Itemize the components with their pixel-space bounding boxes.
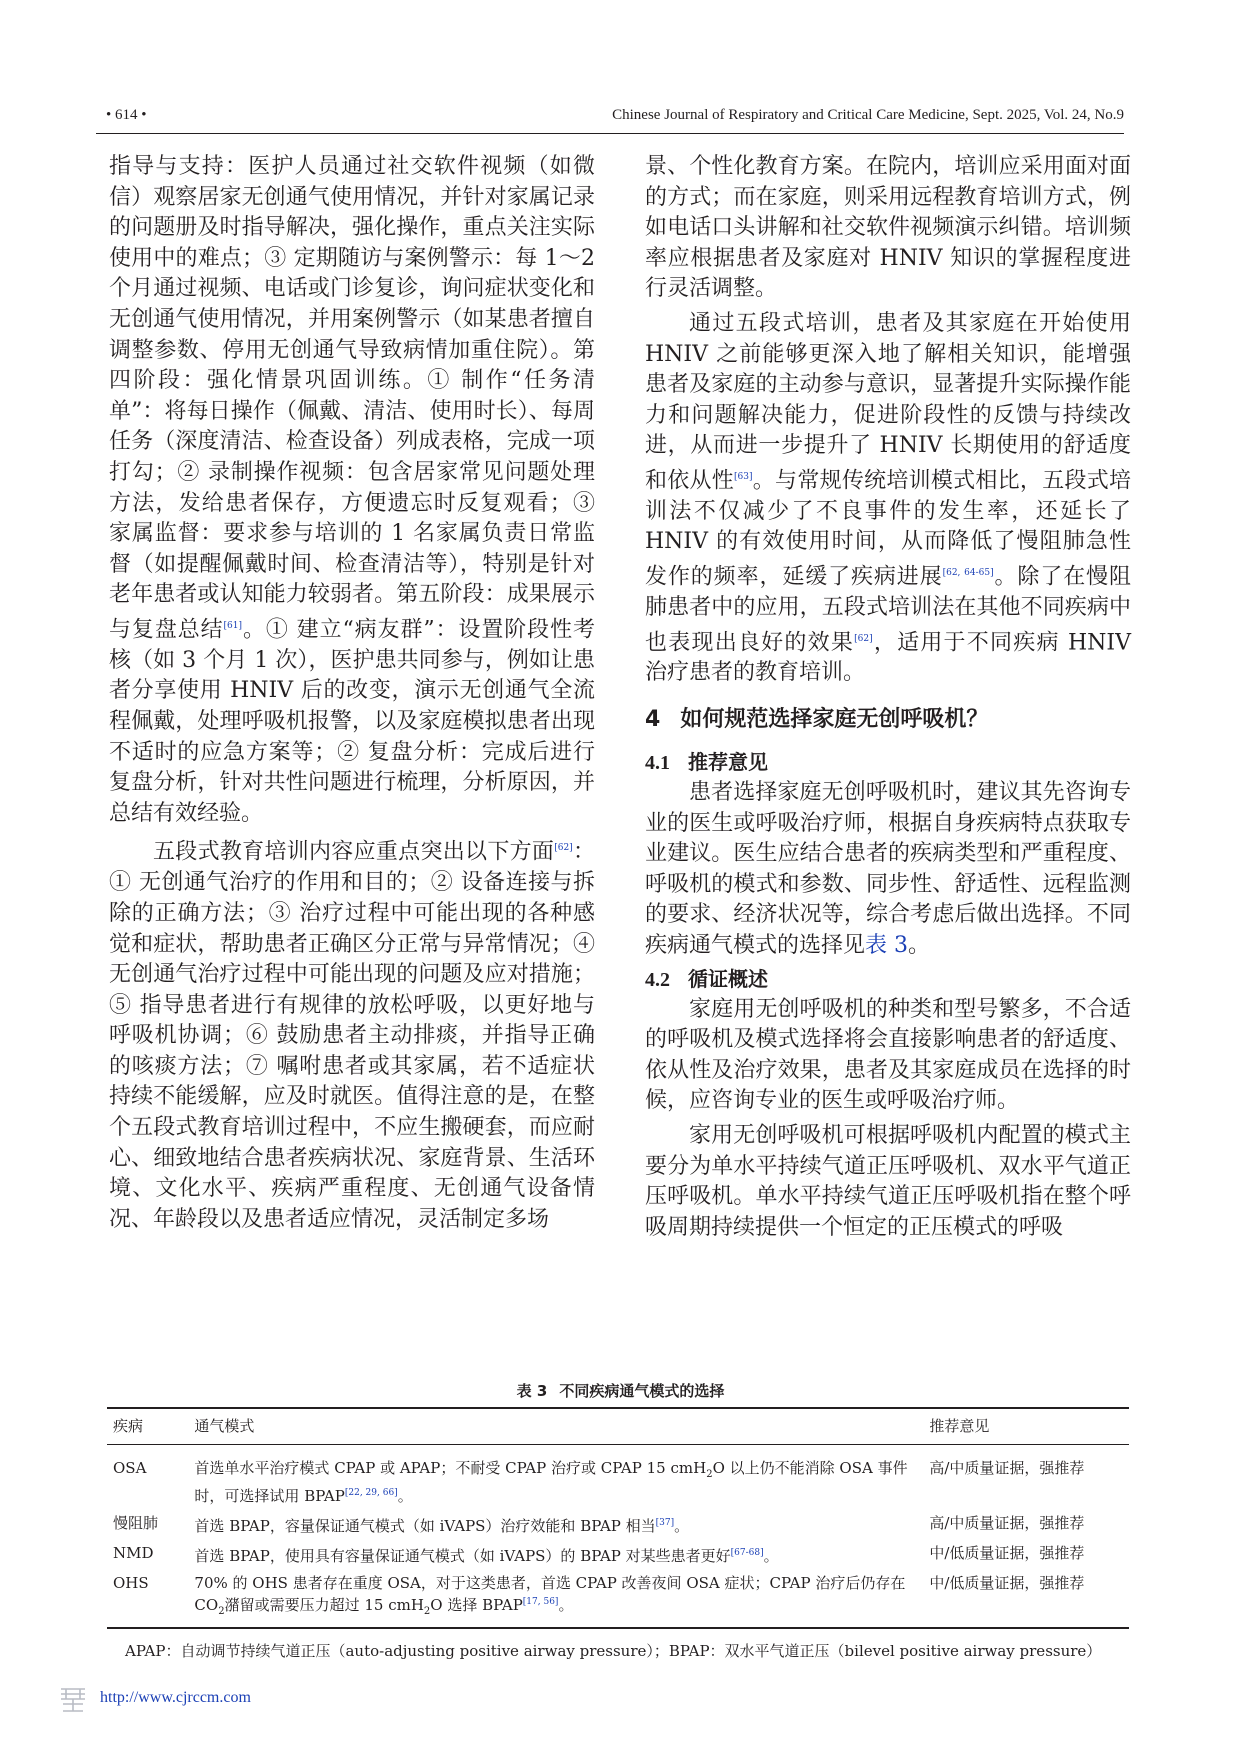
paragraph <box>645 309 1131 689</box>
cell-text: 70% 的 OHS 患者存在重度 OSA，对于这类患者，首选 CPAP 改善夜间 OSA 症状；CPAP 治疗后仍存在 CO <box>194 1574 906 1614</box>
subsection-heading <box>645 747 1131 778</box>
table-footnote: APAP：自动调节持续气道正压（auto-adjusting positive airway pressure）；BPAP：双水平气道正压（bilevel positive airway pressure） <box>125 1642 1102 1660</box>
running-header <box>96 103 1124 134</box>
mode-cell <box>188 1445 923 1511</box>
paragraph-text: ：① 无创通气治疗的作用和目的；② 设备连接与拆除的正确方法；③ 治疗过程中可能出现的各种感觉和症状，帮助患者正确区分正常与异常情况；④ 无创通气治疗过程中可能出现的问题及应对措施；⑤ 指导患者进行有规律的放松呼吸，以更好地与呼吸机协调；⑥ 鼓励患者主动排痰，并指导正确的咳痰方法；⑦ 嘱咐患者或其家属，若不适症状持续不能缓解，应及时就医。值得注意的是，在整个五段式教育培训过程中，不应生搬硬套，而应耐心、细致地结合患者疾病状况、家庭背景、生活环境、文化水平、疾病严重程度、无创通气设备情况、年龄段以及患者适应情况，灵活制定多场 <box>109 839 595 1232</box>
citation-link[interactable]: [62] <box>554 843 573 854</box>
paragraph-text: 。 <box>908 933 931 959</box>
paragraph <box>645 778 1131 962</box>
recommendation-cell: 中/低质量证据，强推荐 <box>929 1574 1085 1592</box>
column-header: 通气模式 <box>194 1417 255 1435</box>
mode-cell <box>188 1510 923 1540</box>
citation-link[interactable]: [62] <box>854 633 873 644</box>
cell-text: 。 <box>397 1487 413 1505</box>
citation-link[interactable]: [63] <box>734 471 753 482</box>
citation-link[interactable]: [62, 64-65] <box>942 568 994 579</box>
disease-cell: 慢阻肺 <box>113 1514 159 1532</box>
disease-cell: OHS <box>113 1574 149 1592</box>
table-row <box>107 1540 1129 1570</box>
ventilation-mode-table <box>107 1407 1129 1629</box>
mode-cell <box>188 1570 923 1628</box>
page-number: • 614 • <box>106 107 147 123</box>
paragraph-text: 。除了在慢阻肺患者中的应用，五段式培训法在其他不同疾病中也表现出良好的效果 <box>645 564 1131 655</box>
paragraph-text: 通过五段式培训，患者及其家庭在开始使用 HNIV 之前能够更深入地了解相关知识，能增强患者及家庭的主动参与意识，显著提升实际操作能力和问题解决能力，促进阶段性的反馈与持续改进，从而进一步提升了 HNIV 长期使用的舒适度和依从性 <box>645 310 1131 494</box>
paragraph-text: 指导与支持：医护人员通过社交软件视频（如微信）观察居家无创通气使用情况，并针对家属记录的问题册及时指导解决，强化操作，重点关注实际使用中的难点；③ 定期随访与案例警示：每 1～2 个月通过视频、电话或门诊复诊，询问症状变化和无创通气使用情况，并用案例警示（如某患者擅自调整参数、停用无创通气导致病情加重住院）。第四阶段：强化情景巩固训练。① 制作“任务清单”：将每日操作（佩戴、清洁、使用时长）、每周任务（深度清洁、检查设备）列成表格，完成一项打勾；② 录制操作视频：包含居家常见问题处理方法，发给患者保存，方便遗忘时反复观看；③ 家属监督：要求参与培训的 1 名家属负责日常监督（如提醒佩戴时间、检查清洁等），特别是针对老年患者或认知能力较弱者。第五阶段：成果展示与复盘总结 <box>109 154 595 643</box>
section-number: 4 <box>645 707 661 733</box>
section-title: 如何规范选择家庭无创呼吸机？ <box>680 707 989 733</box>
paragraph-text: 。① 建立“病友群”：设置阶段性考核（如 3 个月 1 次），医护患共同参与，例如让患者分享使用 HNIV 后的改变，演示无创通气全流程佩戴，处理呼吸机报警，以及家庭模拟患者出现不适时的应急方案等；② 复盘分析：完成后进行复盘分析，针对共性问题进行梳理，分析原因，并总结有效经验。 <box>109 617 595 826</box>
subsection-title: 循证概述 <box>688 966 768 991</box>
paragraph: 家用无创呼吸机可根据呼吸机内配置的模式主要分为单水平持续气道正压呼吸机、双水平气道正压呼吸机。单水平持续气道正压呼吸机指在整个呼吸周期持续提供一个恒定的正压模式的呼吸 <box>645 1123 1131 1240</box>
cell-text: O 选择 BPAP <box>430 1596 523 1614</box>
mode-cell <box>188 1540 923 1570</box>
subscript: 2 <box>706 1469 713 1480</box>
cell-text: 首选单水平治疗模式 CPAP 或 APAP；不耐受 CPAP 治疗或 CPAP 15 cmH <box>194 1459 707 1477</box>
left-column <box>109 152 595 1235</box>
citation-link[interactable]: [61] <box>223 620 243 631</box>
cell-text: 。 <box>558 1596 574 1614</box>
right-column <box>645 152 1131 1243</box>
citation-link[interactable]: [37] <box>655 1518 675 1528</box>
journal-url-link[interactable]: http://www.cjrccm.com <box>100 1689 251 1706</box>
cell-text: O 以上仍不能消除 OSA 事件时，可选择试用 BPAP <box>194 1459 908 1505</box>
table-number: 表 3 <box>516 1382 548 1400</box>
disease-cell: OSA <box>113 1459 147 1477</box>
paragraph-text: ，适用于不同疾病 HNIV 治疗患者的教育培训。 <box>645 629 1131 686</box>
paragraph: 景、个性化教育方案。在院内，培训应采用面对面的方式；而在家庭，则采用远程教育培训方式，例如电话口头讲解和社交软件视频演示纠错。培训频率应根据患者及家庭对 HNIV 知识的掌握程度进行灵活调整。 <box>645 154 1131 302</box>
journal-logo-icon <box>58 1685 88 1713</box>
subsection-title: 推荐意见 <box>688 750 768 775</box>
table-caption <box>0 1380 1241 1401</box>
paragraph: 家庭用无创呼吸机的种类和型号繁多，不合适的呼吸机及模式选择将会直接影响患者的舒适度、依从性及治疗效果，患者及其家庭成员在选择的时候，应咨询专业的医生或呼吸治疗师。 <box>645 996 1131 1114</box>
column-header: 疾病 <box>113 1417 144 1435</box>
paragraph-text: 。与常规传统培训模式相比，五段式培训法不仅减少了不良事件的发生率，还延长了 HNIV 的有效使用时间，从而降低了慢阻肺急性发作的频率，延缓了疾病进展 <box>645 468 1131 590</box>
recommendation-cell: 高/中质量证据，强推荐 <box>929 1514 1085 1532</box>
section-heading <box>645 705 1131 735</box>
cell-text: 。 <box>674 1517 690 1535</box>
subsection-heading <box>645 964 1131 995</box>
subscript: 2 <box>423 1606 431 1617</box>
paragraph-text: 患者选择家庭无创呼吸机时，建议其先咨询专业的医生或呼吸治疗师，根据自身疾病特点获取专业建议。医生应结合患者的疾病类型和严重程度、呼吸机的模式和参数、同步性、舒适性、远程监测的要求、经济状况等，综合考虑后做出选择。不同疾病通气模式的选择见 <box>645 780 1131 959</box>
table-header-row <box>107 1408 1129 1445</box>
table-link[interactable]: 表 3 <box>865 933 909 959</box>
subsection-number: 4.2 <box>645 968 670 991</box>
citation-link[interactable]: [67-68] <box>730 1548 764 1558</box>
table-row <box>107 1445 1129 1511</box>
subscript: 2 <box>218 1606 225 1617</box>
subsection-number: 4.1 <box>645 752 670 775</box>
citation-link[interactable]: [22, 29, 66] <box>344 1488 398 1498</box>
disease-cell: NMD <box>113 1544 154 1562</box>
cell-text: 首选 BPAP，使用具有容量保证通气模式（如 iVAPS）的 BPAP 对某些患者更好 <box>194 1547 731 1565</box>
table-title: 不同疾病通气模式的选择 <box>559 1382 725 1400</box>
cell-text: 首选 BPAP，容量保证通气模式（如 iVAPS）治疗效能和 BPAP 相当 <box>194 1517 656 1535</box>
paragraph <box>109 152 595 829</box>
paragraph <box>109 833 595 1235</box>
recommendation-cell: 高/中质量证据，强推荐 <box>929 1459 1085 1477</box>
journal-citation: Chinese Journal of Respiratory and Critical Care Medicine, Sept. 2025, Vol. 24, No.9 <box>612 107 1124 123</box>
column-header: 推荐意见 <box>929 1417 990 1435</box>
table-row <box>107 1570 1129 1628</box>
table-row <box>107 1510 1129 1540</box>
recommendation-cell: 中/低质量证据，强推荐 <box>929 1544 1085 1562</box>
cell-text: 。 <box>763 1547 779 1565</box>
paragraph-text: 五段式教育培训内容应重点突出以下方面 <box>153 839 555 865</box>
cell-text: 潴留或需要压力超过 15 cmH <box>224 1596 424 1614</box>
citation-link[interactable]: [17, 56] <box>522 1597 559 1607</box>
